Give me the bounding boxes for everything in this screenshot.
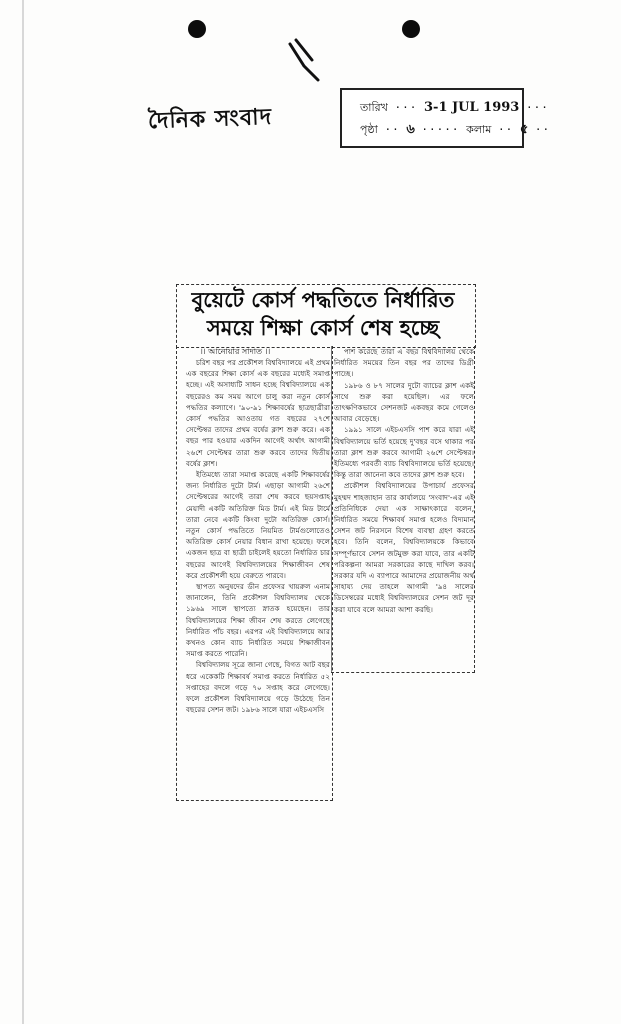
punch-hole-right-icon	[402, 20, 420, 38]
paragraph: ১৯৯১ সালে এইচএসসি পাশ করে যারা এই বিশ্ববিদ্যালয়ে ভর্তি হয়েছে দু'বছর বসে থাকার পর তারা ক্লাশ শুরু করবে আগামী ২৬শে সেপ্টেম্বর। ইতিমধ্যে পরবর্তী ব্যাচ বিশ্ববিদ্যালয়ে ভর্তি হয়েছে। কিন্তু তারা জানেনা কবে তাদের ক্লাশ শুরু হবে।	[334, 425, 474, 480]
page-edge-shadow	[22, 0, 24, 1024]
stamp-page-row: পৃষ্ঠা ·· ৬ ····· কলাম ·· ৫ ··	[360, 122, 551, 137]
headline-line-2: সময়ে শিক্ষা কোর্স শেষ হচ্ছে	[206, 315, 440, 340]
headline-line-1: বুয়েটে কোর্স পদ্ধতিতে নির্ধারিত	[191, 287, 455, 312]
stamp-date-label: তারিখ	[360, 101, 388, 114]
column-divider	[331, 346, 332, 672]
article-column-a	[186, 357, 330, 801]
clipping-date-stamp	[340, 88, 551, 148]
newspaper-masthead: দৈনিক সংবাদ	[147, 103, 273, 135]
stamp-page-value: ৬	[406, 122, 415, 137]
stamp-date-row: তারিখ ··· 3-1 JUL 1993 ···	[360, 100, 549, 115]
paragraph: বিশ্ববিদ্যালয় সূত্রে জানা গেছে, বিগত আট বছর ধরে একেকটি শিক্ষাবর্ষ সমাপ্ত করতে নির্ধারিত ৫২ সপ্তাহের বদলে গড়ে ৭০ সপ্তাহ করে লেগেছে। ফলে প্রকৌশল বিশ্ববিদ্যালয়ে গড়ে উঠেছে তিন বছরের সেশন জট। ১৯৮৬ সালে যারা এইচএসসি	[186, 660, 330, 715]
article-headline	[178, 286, 468, 344]
article-byline: ।। আনোয়ার সাদাত ।।	[200, 347, 271, 356]
paragraph: ১৯৮৬ ও ৮৭ সালের দুটো ব্যাচের ক্লাশ একই সাথে শুরু করা হয়েছিল। এর ফলে তাৎক্ষণিকভাবে সেশনজট একবছর কমে গেলেও আবার বেড়েছে।	[334, 380, 474, 424]
pen-tick-mark-icon	[282, 36, 322, 86]
stamp-date-value: 3-1 JUL 1993	[424, 100, 520, 115]
paragraph: ইতিমধ্যে তারা সমাপ্ত করেছে একটি শিক্ষাবর্ষের জন্য নির্ধারিত দুটো টার্ম। এছাড়া আগামী ২৬শে সেপ্টেম্বরের আগেই তারা শেষ করবে ছয়সপ্তাহ মেয়াদী একটি অতিরিক্ত মিড টার্ম। এই মিড টার্মে তারা নেবে একটি কিংবা দুটো অতিরিক্ত কোর্স। নতুন কোর্স পদ্ধতিতে নিয়মিত টার্মগুলোতেও অতিরিক্ত কোর্স নেয়ার বিধান রাখা হয়েছে। ফলে একজন ছাত্র বা ছাত্রী চাইলেই হয়তো নির্ধারিত চার বছরের আগেই বিশ্ববিদ্যালয়ের শিক্ষাজীবন শেষ করে প্রকৌশলী হয়ে বেরুতে পারবে।	[186, 470, 330, 580]
stamp-page-label: পৃষ্ঠা	[360, 123, 378, 136]
paragraph: চরিশ বছর পর প্রকৌশল বিশ্ববিদ্যালয়ে এই প্রথম এক বছরের শিক্ষা কোর্স এক বছরের মধ্যেই সমাপ্ত হচ্ছে। এই অসাধ্যটি সাধন হচ্ছে বিশ্ববিদ্যালয়ে এক বছরেরও কম সময় আগে চালু করা নতুন কোর্স পদ্ধতির কল্যাণে। '৯০-৯১ শিক্ষাবর্ষের ছাত্রছাত্রীরা কোর্স পদ্ধতির আওতায় গত বছরের ২৭শে সেপ্টেম্বর তাদের প্রথম বর্ষের ক্লাশ শুরু করে। এক বছর পার হওয়ার একদিন আগেই অর্থাৎ আগামী ২৬শে সেপ্টেম্বর তারা শুরু করবে তাদের দ্বিতীয় বর্ষের ক্লাশ।	[186, 358, 330, 468]
paragraph: স্থাপত্য অনুষদের ডীন প্রফেসর খায়রুল এনাম জানালেন, তিনি প্রকৌশল বিশ্ববিদ্যালয় থেকে ১৯৬৯ সালে স্থাপত্যে স্নাতক হয়েছেন। তার বিশ্ববিদ্যালয়ের শিক্ষা জীবন শেষ করতে লেগেছে নির্ধারিত পাঁচ বছর। এরপর এই বিশ্ববিদ্যালয়ে আর কখনও কোন ব্যাচ নির্ধারিত সময়ে শিক্ষাজীবন সমাপ্ত করতে পারেনি।	[186, 582, 330, 659]
stamp-column-label: কলাম	[466, 123, 492, 136]
paragraph: প্রকৌশল বিশ্ববিদ্যালয়ের উপাচার্য প্রফেসর মুহম্মদ শাহজাহান তার কার্যালয়ে 'সংবাদ'-এর এই প্রতিনিধিকে দেয়া এক সাক্ষাৎকারে বলেন, নির্ধারিত সময়ে শিক্ষাবর্ষ সমাপ্ত হলেও বিদ্যমান সেশন জট নিরসনে বিশেষ ব্যবস্থা গ্রহণ করতে হবে। তিনি বলেন, বিশ্ববিদ্যালয়কে কিভাবে সম্পূর্ণভাবে সেশন জটমুক্ত করা যাবে, তার একটি পরিকল্পনা আমরা সরকারের কাছে দাখিল করব। সরকার যদি এ ব্যাপারে আমাদের প্রয়োজনীয় অর্থ সাহায্য দেয় তাহলে আগামী '৯৪ সালের ডিসেম্বরের মধ্যেই বিশ্ববিদ্যালয়ের সেশন জট দূর করা যাবে বলে আমরা আশা করছি।	[334, 481, 474, 614]
punch-hole-left-icon	[188, 20, 206, 38]
paragraph: পাশ করেছে তারা এ বছর বিশ্ববিদ্যালয় থেকে নির্ধারিত সময়ের তিন বছর পর তাদের ডিগ্রী পাচ্ছে।	[334, 347, 474, 379]
stamp-column-value: ৫	[519, 122, 529, 137]
article-column-b	[334, 346, 474, 672]
